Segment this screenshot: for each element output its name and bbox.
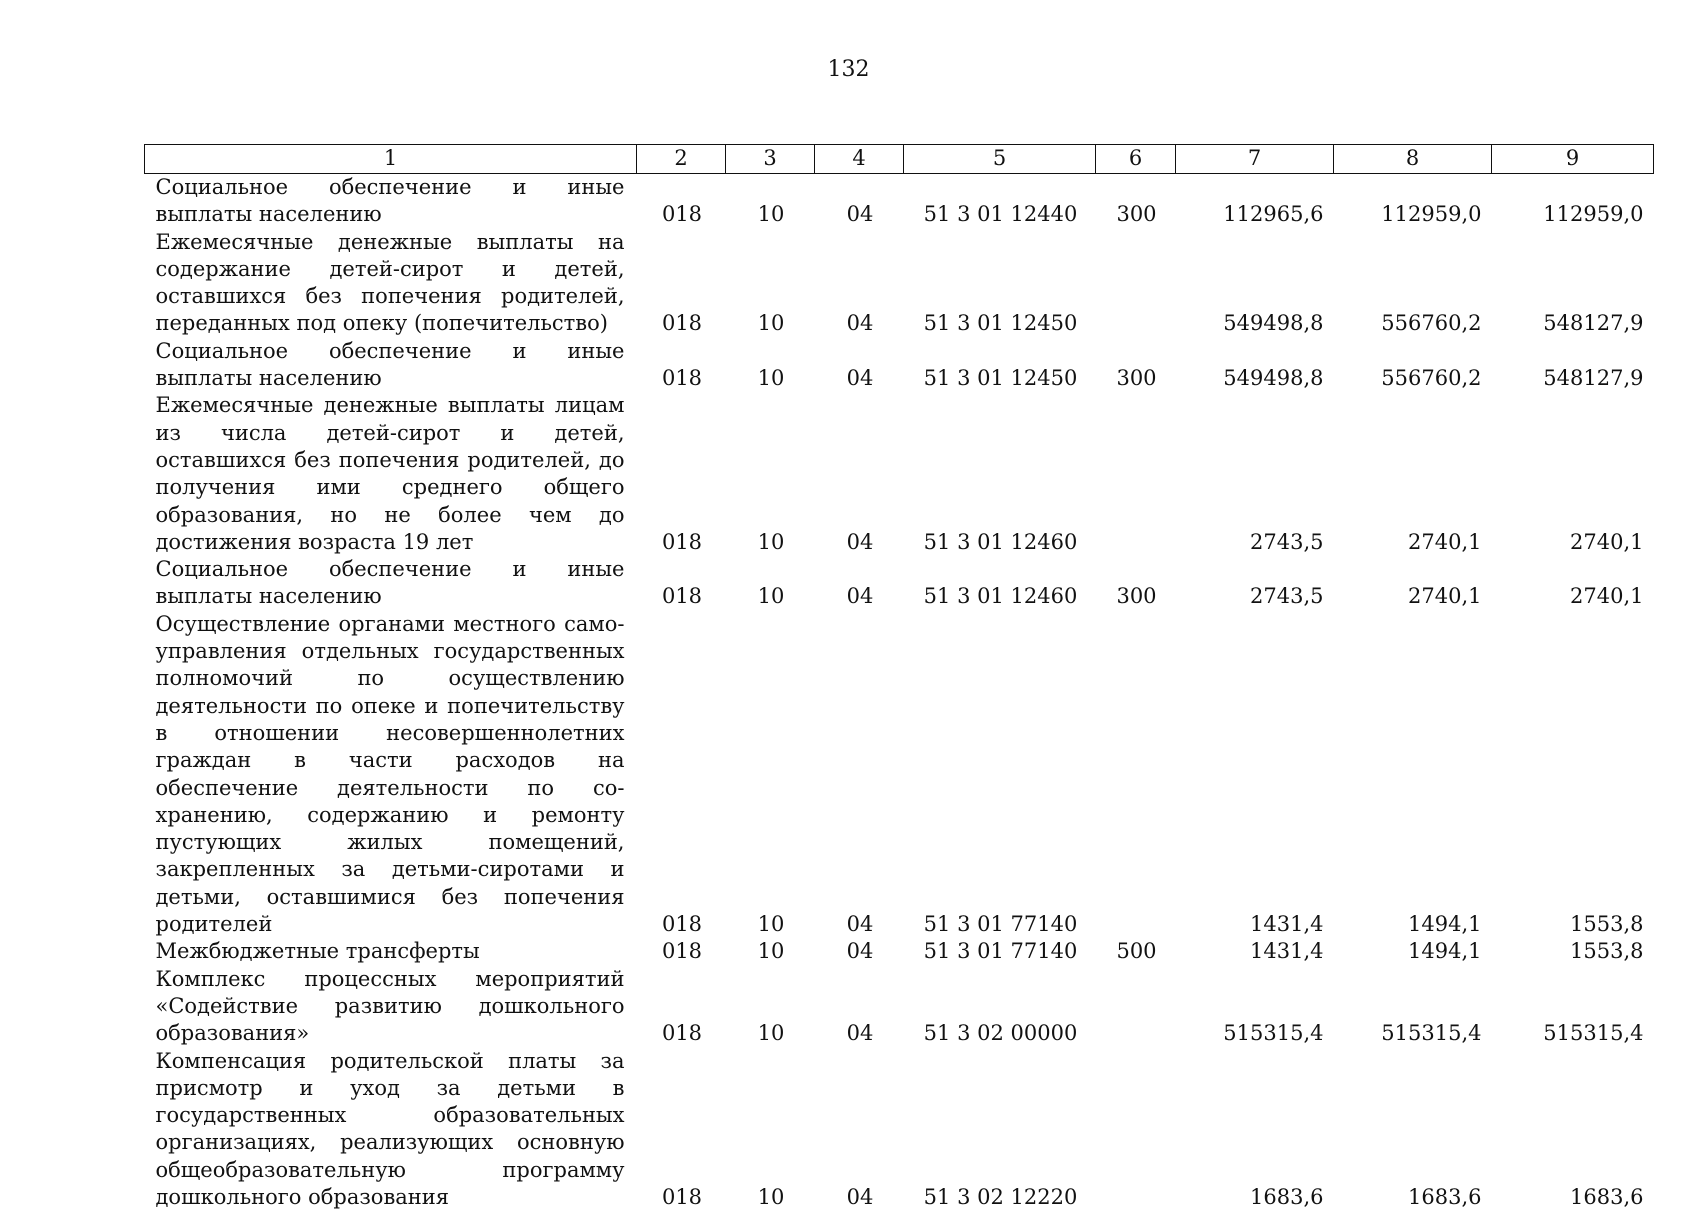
table-row (145, 966, 1654, 1048)
section-code: 10 (726, 229, 815, 338)
subsection-code: 04 (815, 338, 904, 393)
section-code: 10 (726, 338, 815, 393)
amount-col9: 548127,9 (1492, 229, 1654, 338)
target-article-code: 51 3 01 77140 (904, 938, 1096, 965)
admin-code: 018 (637, 338, 726, 393)
expense-name: Комплекс процессных мероприятий «Содействие развитию дошкольного образования» (145, 966, 637, 1048)
table-row (145, 938, 1654, 965)
admin-code: 018 (637, 1048, 726, 1211)
expense-type-code: 300 (1096, 556, 1176, 611)
expense-type-code: 300 (1096, 174, 1176, 229)
subsection-code: 04 (815, 938, 904, 965)
section-code: 10 (726, 966, 815, 1048)
target-article-code: 51 3 01 12460 (904, 556, 1096, 611)
column-header: 5 (904, 145, 1096, 174)
section-code: 10 (726, 174, 815, 229)
table-row (145, 611, 1654, 939)
page-number: 132 (0, 58, 1697, 82)
admin-code: 018 (637, 938, 726, 965)
amount-col9: 515315,4 (1492, 966, 1654, 1048)
table-row (145, 174, 1654, 229)
expense-type-code (1096, 392, 1176, 556)
column-header: 4 (815, 145, 904, 174)
amount-col7: 515315,4 (1176, 966, 1334, 1048)
amount-col7: 549498,8 (1176, 338, 1334, 393)
expense-name: Социальное обеспечение и иные выплаты населению (145, 556, 637, 611)
table-row (145, 1048, 1654, 1211)
subsection-code: 04 (815, 556, 904, 611)
amount-col7: 1431,4 (1176, 938, 1334, 965)
expense-name: Социальное обеспечение и иные выплаты населению (145, 338, 637, 393)
admin-code: 018 (637, 556, 726, 611)
expense-type-code (1096, 229, 1176, 338)
amount-col8: 2740,1 (1334, 556, 1492, 611)
amount-col7: 1431,4 (1176, 611, 1334, 939)
amount-col8: 556760,2 (1334, 229, 1492, 338)
amount-col7: 2743,5 (1176, 556, 1334, 611)
amount-col9: 1553,8 (1492, 938, 1654, 965)
target-article-code: 51 3 01 77140 (904, 611, 1096, 939)
amount-col8: 2740,1 (1334, 392, 1492, 556)
section-code: 10 (726, 556, 815, 611)
amount-col9: 2740,1 (1492, 556, 1654, 611)
subsection-code: 04 (815, 229, 904, 338)
target-article-code: 51 3 01 12460 (904, 392, 1096, 556)
amount-col9: 2740,1 (1492, 392, 1654, 556)
expense-type-code: 300 (1096, 338, 1176, 393)
amount-col7: 2743,5 (1176, 392, 1334, 556)
section-code: 10 (726, 392, 815, 556)
expense-type-code (1096, 1048, 1176, 1211)
admin-code: 018 (637, 611, 726, 939)
admin-code: 018 (637, 966, 726, 1048)
amount-col9: 1683,6 (1492, 1048, 1654, 1211)
subsection-code: 04 (815, 392, 904, 556)
budget-table (144, 144, 1654, 1211)
expense-type-code (1096, 966, 1176, 1048)
amount-col7: 549498,8 (1176, 229, 1334, 338)
column-header: 2 (637, 145, 726, 174)
expense-name: Ежемесячные денежные выплаты лицам из числа детей-сирот и детей, оставшихся без попечения родителей, до получения ими среднего общего образования, но не более чем до достижения возраста 19 лет (145, 392, 637, 556)
column-header: 3 (726, 145, 815, 174)
expense-type-code (1096, 611, 1176, 939)
expense-name: Компенсация родительской платы за присмотр и уход за детьми в государственных образовательных организациях, реализующих основную общеобразовательную программу дошкольного образования (145, 1048, 637, 1211)
section-code: 10 (726, 611, 815, 939)
amount-col8: 112959,0 (1334, 174, 1492, 229)
amount-col9: 112959,0 (1492, 174, 1654, 229)
subsection-code: 04 (815, 966, 904, 1048)
column-header: 1 (145, 145, 637, 174)
table-row (145, 229, 1654, 338)
amount-col7: 112965,6 (1176, 174, 1334, 229)
amount-col8: 515315,4 (1334, 966, 1492, 1048)
target-article-code: 51 3 02 12220 (904, 1048, 1096, 1211)
target-article-code: 51 3 01 12450 (904, 229, 1096, 338)
admin-code: 018 (637, 174, 726, 229)
column-header: 8 (1334, 145, 1492, 174)
column-header: 7 (1176, 145, 1334, 174)
amount-col8: 1494,1 (1334, 611, 1492, 939)
section-code: 10 (726, 938, 815, 965)
amount-col9: 1553,8 (1492, 611, 1654, 939)
amount-col8: 1683,6 (1334, 1048, 1492, 1211)
column-header: 9 (1492, 145, 1654, 174)
amount-col8: 1494,1 (1334, 938, 1492, 965)
expense-name: Межбюджетные трансферты (145, 938, 637, 965)
expense-type-code: 500 (1096, 938, 1176, 965)
table-row (145, 392, 1654, 556)
expense-name: Социальное обеспечение и иные выплаты населению (145, 174, 637, 229)
column-number-header (145, 145, 1654, 174)
expense-name: Осуществление органами местного самоуправления отдельных государственных полномочий по осуществлению деятельности по опеке и попечительству в отношении несовершеннолетних граждан в части расходов на обеспечение деятельности по сохранению, содержанию и ремонту пустующих жилых помещений, закрепленных за детьми-сиротами и детьми, оставшимися без попечения родителей (145, 611, 637, 939)
table-row (145, 338, 1654, 393)
amount-col8: 556760,2 (1334, 338, 1492, 393)
amount-col9: 548127,9 (1492, 338, 1654, 393)
target-article-code: 51 3 02 00000 (904, 966, 1096, 1048)
subsection-code: 04 (815, 174, 904, 229)
target-article-code: 51 3 01 12450 (904, 338, 1096, 393)
admin-code: 018 (637, 229, 726, 338)
column-header: 6 (1096, 145, 1176, 174)
expense-name: Ежемесячные денежные выплаты на содержание детей-сирот и детей, оставшихся без попечения родителей, переданных под опеку (попечительство) (145, 229, 637, 338)
amount-col7: 1683,6 (1176, 1048, 1334, 1211)
admin-code: 018 (637, 392, 726, 556)
section-code: 10 (726, 1048, 815, 1211)
subsection-code: 04 (815, 1048, 904, 1211)
subsection-code: 04 (815, 611, 904, 939)
table-row (145, 556, 1654, 611)
target-article-code: 51 3 01 12440 (904, 174, 1096, 229)
